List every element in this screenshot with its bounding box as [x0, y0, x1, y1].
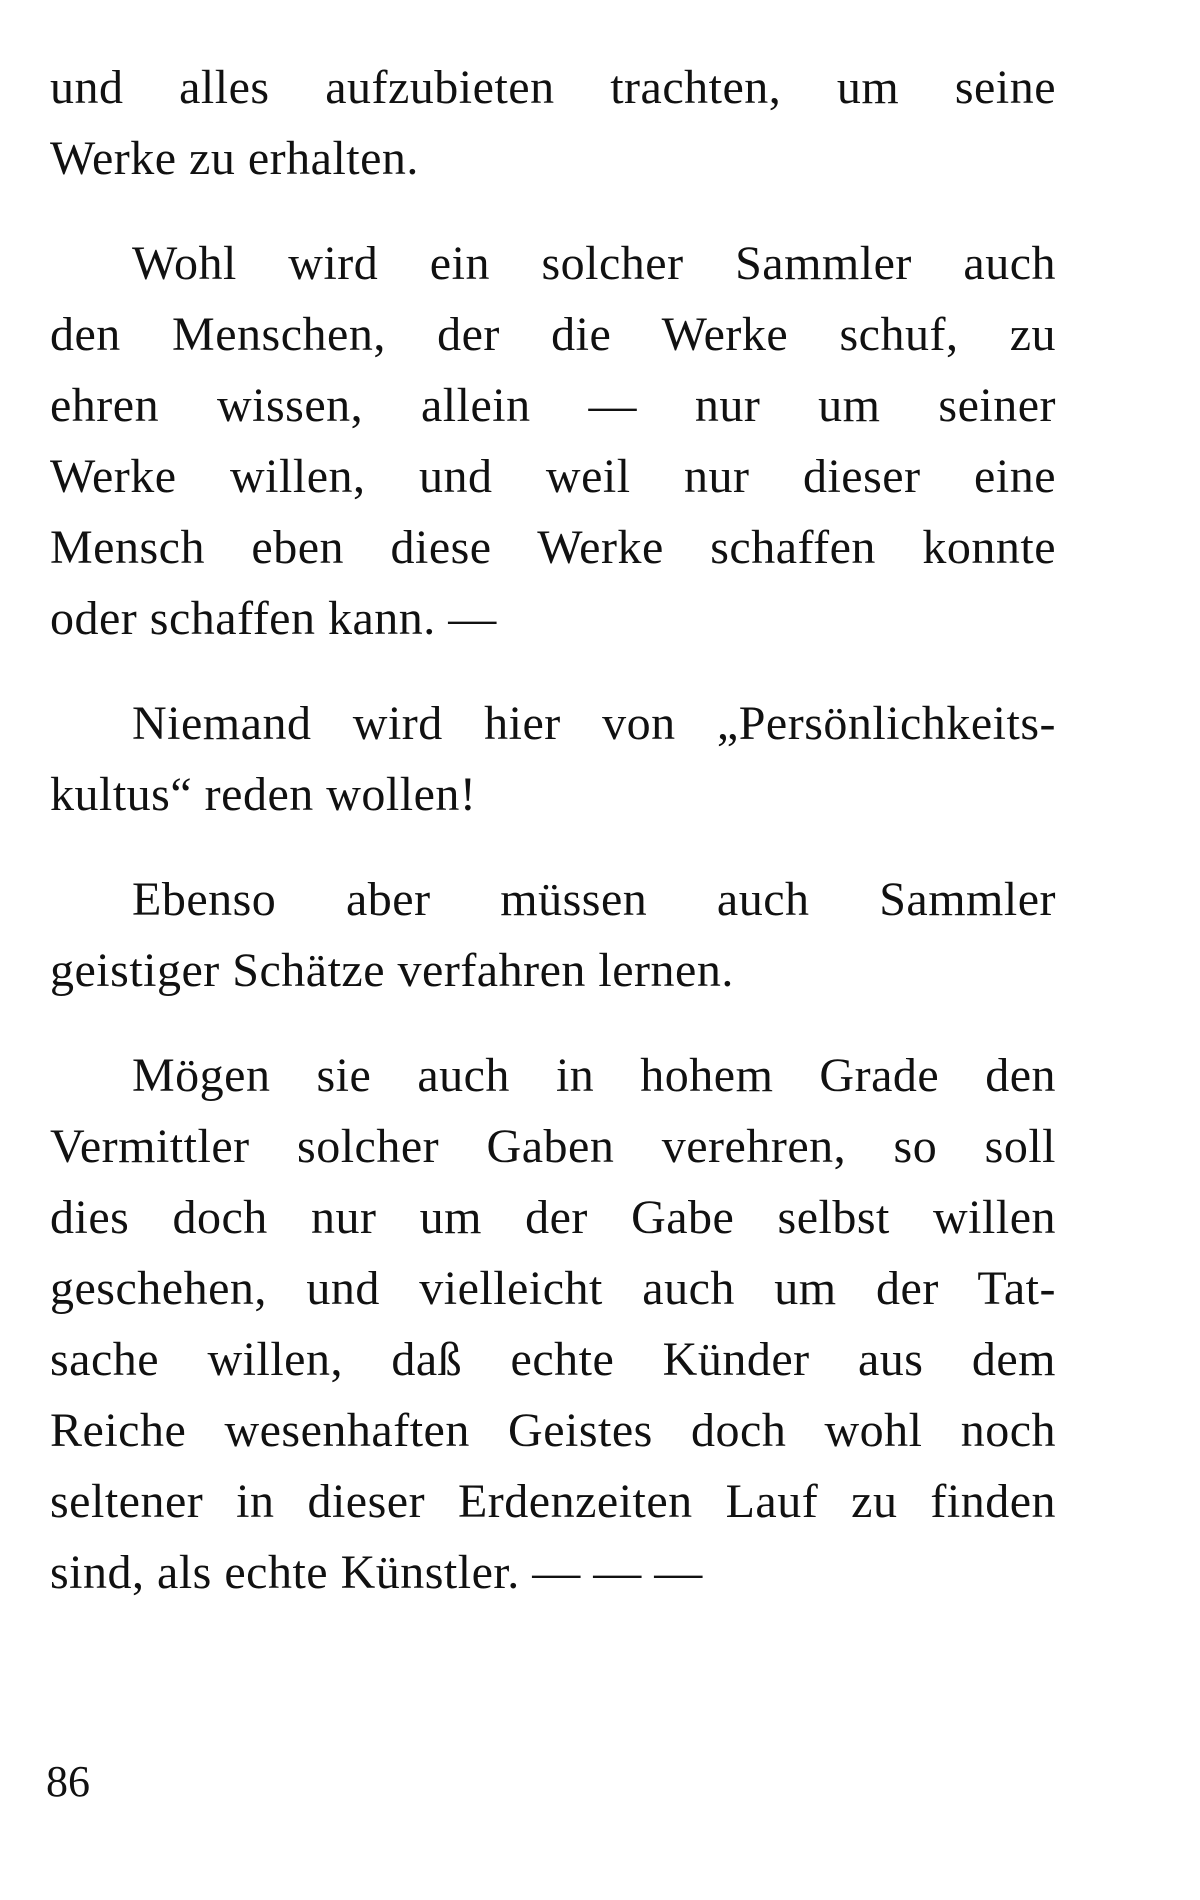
text-line: sind, als echte Künstler. — — —	[50, 1546, 703, 1599]
paragraph-2	[50, 228, 1056, 654]
text-line: Niemand wird hier von „Persönlichkeits-	[132, 697, 1056, 750]
text-line: Werke willen, und weil nur dieser eine	[50, 450, 1056, 503]
text-line: Reiche wesenhaften Geistes doch wohl noch	[50, 1404, 1056, 1457]
paragraph-3	[50, 688, 1056, 830]
paragraph-5	[50, 1040, 1056, 1608]
text-line: geistiger Schätze verfahren lernen.	[50, 944, 734, 997]
text-line: sache willen, daß echte Künder aus dem	[50, 1333, 1056, 1386]
text-line: den Menschen, der die Werke schuf, zu	[50, 308, 1056, 361]
text-line: geschehen, und vielleicht auch um der Tat-	[50, 1262, 1056, 1315]
text-line: Wohl wird ein solcher Sammler auch	[132, 237, 1056, 290]
text-line: Werke zu erhalten.	[50, 132, 419, 185]
text-line: dies doch nur um der Gabe selbst willen	[50, 1191, 1056, 1244]
page-text	[50, 52, 1056, 1642]
page-number: 86	[46, 1757, 90, 1806]
paragraph-1	[50, 52, 1056, 194]
text-line: Mögen sie auch in hohem Grade den	[132, 1049, 1056, 1102]
text-line: Ebenso aber müssen auch Sammler	[132, 873, 1056, 926]
text-line: ehren wissen, allein — nur um seiner	[50, 379, 1056, 432]
text-line: kultus“ reden wollen!	[50, 768, 477, 821]
paragraph-4	[50, 864, 1056, 1006]
text-line: seltener in dieser Erdenzeiten Lauf zu finden	[50, 1475, 1056, 1528]
text-line: Vermittler solcher Gaben verehren, so soll	[50, 1120, 1056, 1173]
text-line: und alles aufzubieten trachten, um seine	[50, 61, 1056, 114]
text-line: oder schaffen kann. —	[50, 592, 497, 645]
text-line: Mensch eben diese Werke schaffen konnte	[50, 521, 1056, 574]
